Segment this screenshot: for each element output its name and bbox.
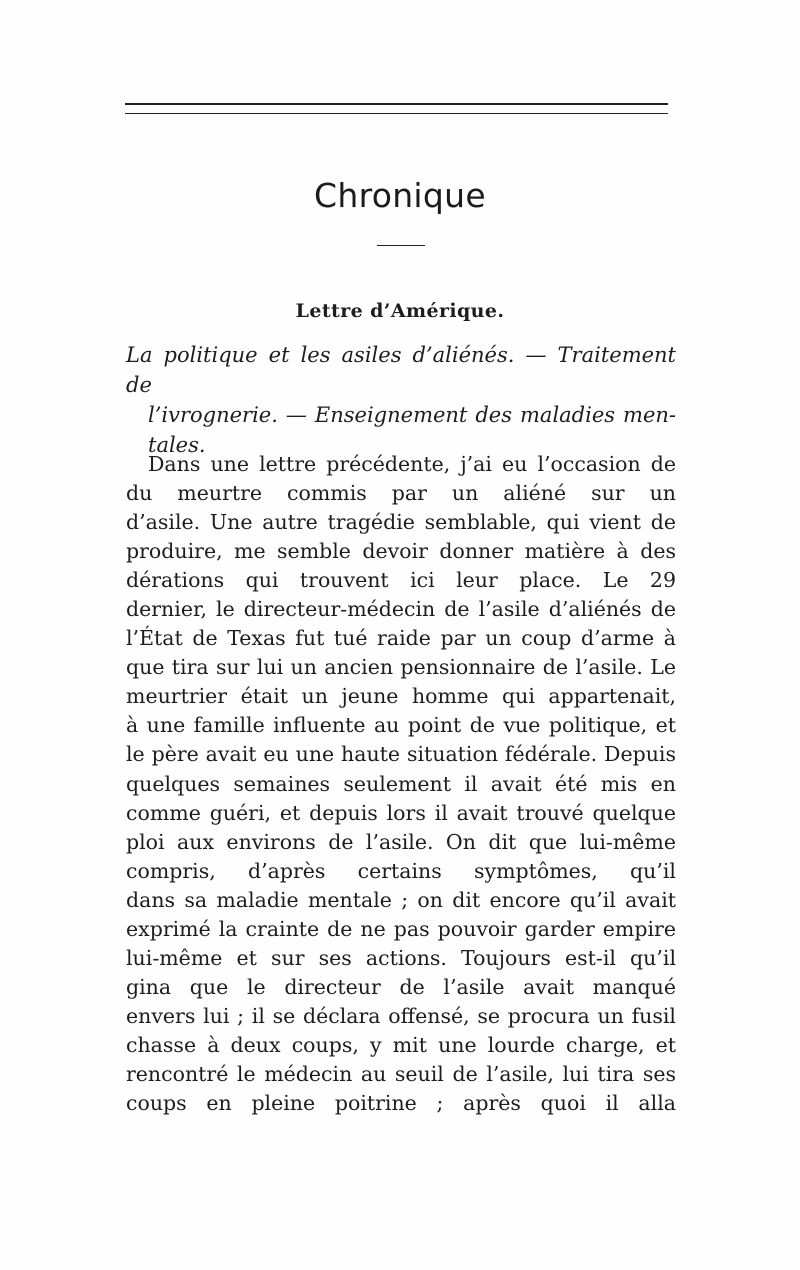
- body-line: compris, d’après certains symptômes, qu’il: [126, 858, 676, 883]
- body-line: produire, me semble devoir donner matière à des: [126, 539, 676, 564]
- body-line: d’asile. Une autre tragédie semblable, qui vient de: [126, 510, 676, 535]
- body-paragraph: [126, 450, 676, 1118]
- chapter-summary: [126, 340, 676, 460]
- body-line: meurtrier était un jeune homme qui appartenait,: [126, 684, 676, 709]
- summary-line: tales.: [148, 433, 206, 457]
- body-line: coups en pleine poitrine ; après quoi il alla: [126, 1091, 676, 1116]
- body-line: lui-même et sur ses actions. Toujours est-il qu’il: [126, 945, 676, 970]
- chapter-title: Chronique: [314, 176, 486, 215]
- body-line: envers lui ; il se déclara offensé, se procura un fusil: [126, 1003, 676, 1028]
- body-line: dérations qui trouvent ici leur place. Le 29: [126, 568, 676, 593]
- body-line: dernier, le directeur-médecin de l’asile d’aliénés de: [126, 597, 676, 622]
- body-line: ploi aux environs de l’asile. On dit que lui-même: [126, 829, 676, 854]
- body-line: quelques semaines seulement il avait été mis en: [126, 771, 676, 796]
- body-line: comme guéri, et depuis lors il avait trouvé quelque: [126, 800, 676, 825]
- body-line: le père avait eu une haute situation fédérale. Depuis: [126, 742, 676, 767]
- summary-line: La politique et les asiles d’aliénés. — Traitement de: [126, 343, 676, 397]
- body-line: Dans une lettre précédente, j’ai eu l’occasion de: [148, 452, 676, 476]
- body-line: rencontré le médecin au seuil de l’asile, lui tira ses: [126, 1061, 676, 1086]
- header-double-rule-bottom: [125, 113, 668, 114]
- body-line: à une famille influente au point de vue politique, et: [126, 713, 676, 738]
- body-line: que tira sur lui un ancien pensionnaire de l’asile. Le: [126, 655, 676, 680]
- summary-line: l’ivrognerie. — Enseignement des maladies men-: [148, 403, 676, 427]
- body-line: exprimé la crainte de ne pas pouvoir garder empire: [126, 916, 676, 941]
- header-double-rule-top: [125, 103, 668, 105]
- body-line: l’État de Texas fut tué raide par un coup d’arme à: [126, 626, 676, 651]
- body-line: du meurtre commis par un aliéné sur un: [126, 481, 676, 506]
- body-line: dans sa maladie mentale ; on dit encore qu’il avait: [126, 887, 676, 912]
- title-divider: [377, 245, 425, 246]
- body-line: gina que le directeur de l’asile avait manqué: [126, 974, 676, 999]
- letter-heading: Lettre d’Amérique.: [295, 300, 505, 322]
- body-line: chasse à deux coups, y mit une lourde charge, et: [126, 1032, 676, 1057]
